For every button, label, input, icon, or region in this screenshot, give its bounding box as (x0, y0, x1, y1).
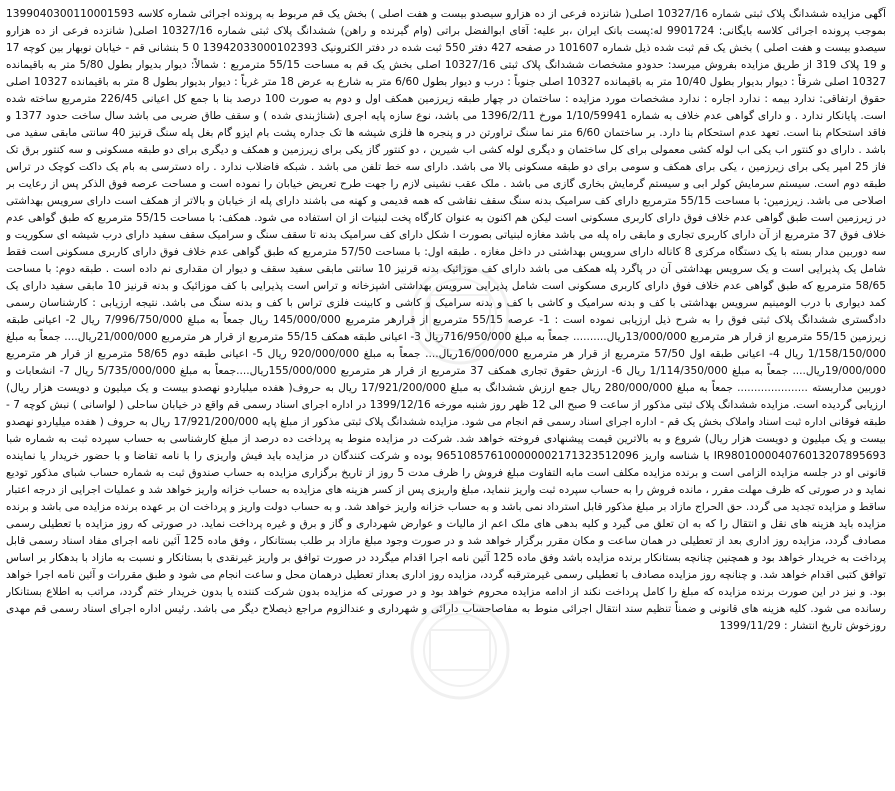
auction-notice-document (6, 6, 886, 785)
auction-notice-paragraph: آگهی مزایده ششدانگ پلاک ثبتی شماره 10327/16 اصلی( شانزده فرعی از ده هزارو سیصدو بیست و هفت اصلی ) بخش یک قم مربوط به پرونده اجرائی شماره کلاسه 1399040300110001593 بموجب پرونده اجرائی کلاسه بایگانی: 9901724 له:پست بانک ایران ،بر علیه: آقای ابوالفضل براتی (وام گیرنده و راهن) ششدانگ پلاک ثبتی شماره 10327/16 اصلی( شانزده فرعی از ده هزارو سیصدو بیست و هفت اصلی ) بخش یک قم ثبت شده ذیل شماره 101607 در صفحه 427 دفتر 550 ثبت شده در دفتر الکترونیک 13942033000102393 0 5 بنشانی قم - خیابان نوبهار بین کوچه 17 و 19 پلاک 319 از طریق مزایده بفروش میرسد: حدودو مشخصات ششدانگ پلاک ثبتی 10327/16 اصلی بخش یک قم به مساحت 55/15 مترمربع : شمالاً: دیوار بدیوار بطول 5/80 متر به باقیمانده 10327 اصلی شرقاً : دیوار بدیوار بطول 10/40 متر به باقیمانده 10327 اصلی جنوباً : درب و دیوار بطول 6/60 متر به شارع به عرض 18 متر غرباً : دیوار بدیوار بطول 8 متر به باقیمانده 10327 اصلی حقوق ارتفاقی: ندارد بیمه : ندارد اجاره : ندارد مشخصات مورد مزایده : ساختمان در چهار طبقه زیرزمین همکف اول و دوم به صورت 100 درصد بنا با جمع کل اعیانی 226/45 مترمربع ساخته شده است. پایانکار ندارد . و دارای گواهی عدم خلاف به شماره 1/10/59941 مورخ 1396/2/11 می باشد، نوع سازه پایه اجری (شناژبندی شده ) و سقف طاق ضربی می باشد سال ساخت حدود 1377 و فاقد استحکام بنا است. تعهد عدم استحکام بنا دارد. بر ساختمان 6/60 متر نما سنگ تراورتن در و پنجره ها فلزی شیشه ها تک جداره پشت بام ایزو گام بغل پله سنگ قرنیز 40 سانتی مابقی سفید می باشد . دارای دو کنتور اب یکی اب لوله کشی معمولی برای کل ساختمان و دیگری لوله کشی اب شیرین ، دو کنتور گاز یکی برای زیرزمین و همکف و دیگری برای دو طبقه مسکونی و سه کنتور برق تک فاز 25 امپر یکی برای زیرزمین ، یکی برای همکف و سومی برای دو طبقه مسکونی بالا می باشد. دارای سه خط تلفن می باشد . شبکه فاضلاب ندارد . راه دسترسی به بام یک داکت کوچک در تراس طبقه دوم است. سیستم سرمایش کولر ابی و سیستم گرمایش بخاری گازی می باشد . ملک عقب نشینی لازم را جهت طرح تعریض خیابان را نموده است و مساحت عرصه فوق الذکر پس از رعایت بر اصلاحی می باشد. زیرزمین: با مساحت 55/15 مترمربع دارای کف سرامیک بدنه سنگ سقف نقاشی که همه قدیمی و کهنه می باشند دارای پله از خیابان و بالاتر از همکف است دارای سرویس بهداشتی در زیرزمین است طبق گواهی عدم خلاف فوق دارای کاربری مسکونی است لیکن هم اکنون به عنوان کارگاه پخت لبنیات از ان استفاده می شود. همکف: با مساحت 55/15 مترمربع که طبق گواهی عدم خلاف فوق 37 مترمربع از آن دارای کاربری تجاری و مابقی راه پله می باشد مغازه لبنیاتی بصورت ا شکل دارای کف سرامیک بدنه تا سقف سنگ و سرامیک سقف سفید دارای درب شیشه ای سکوریت و سه دوربین مدار بسته با یک دستگاه مرکزی 8 کاناله دارای سرویس بهداشتی در داخل مغازه . طبقه اول: با مساحت 57/50 مترمربع که طبق گواهی عدم خلاف فوق دارای کاربری مسکونی است فقط شامل یک پذیرایی است و یک سرویس بهداشتی آن در پاگرد پله همکف می باشد دارای کف موزائیک بدنه قرنیز 10 سانتی مابقی سفید سقف و دیوار ان مقداری نم داده است . طبقه دوم: با مساحت 58/65 مترمربع که طبق گواهی عدم خلاف فوق دارای کاربری مسکونی است شامل پذیرایی سرویس بهداشتی اشپزخانه و تراس است پذیرایی با کف موزائیک و بدنه قرنیز 10 مابقی سفید دارای یک کمد دیواری با درب الومینیم سرویس بهداشتی با کف و بدنه سرامیک و کاشی با کف و بدنه سرامیک و کاشی و کابینت فلزی تراس با کف و بدنه سنگ می باشد. نتیجه ارزیابی : کارشناسان رسمی دادگستری ششدانگ پلاک ثبتی فوق را به شرح ذیل ارزیابی نموده است : 1- عرصه 55/15 مترمربع از قرارهر مترمربع 145/000/000 ریال جمعاً به مبلغ 7/996/750/000 ریال 2- اعیانی طبقه زیرزمین 55/15 مترمربع از قرار هر مترمربع 13/000/000ریال.......... جمعاً به مبلغ 716/950/000ریال 3- اعیانی طبقه همکف 55/15 مترمربع از قرار هر مترمربع 21/000/000ریال.... جمعاً به مبلغ 1/158/150/000 ریال 4- اعیانی طبقه اول 57/50 مترمربع از قرار هر مترمربع 16/000/000ریال.... جمعاً به مبلغ 920/000/000 ریال 5- اعیانی طبقه دوم 58/65 مترمربع از قرار هر مترمربع 19/000/000ریال.... جمعاً به مبلغ 1/114/350/000 ریال 6- ارزش حقوق تجاری همکف 37 مترمربع از قرار هر مترمربع 155/000/000ریال....جمعاً به مبلغ 5/735/000/000 ریال 7- انشعابات و دوربین مداربسته ..................... جمعاً به مبلغ 280/000/000 ریال جمع ارزش ششدانگ به مبلغ 17/921/200/000 ریال به حروف( هفده میلیاردو نهصدو بیست و یک میلیون و دویست هزار ریال) ارزیابی گردیده است. مزایده ششدانگ پلاک ثبتی مذکور از ساعت 9 صبح الی 12 ظهر روز شنبه مورخه 1399/12/16 در اداره اجرای اسناد رسمی قم واقع در خیابان ساحلی ( لواسانی ) نبش کوچه 7 - طبقه فوقانی اداره ثبت اسناد واملاک بخش یک قم - اداره اجرای اسناد رسمی قم انجام می شود. مزایده ششدانگ پلاک ثبتی مذکور از مبلغ پایه 17/921/200/000 ریال به حروف ( هفده میلیاردو نهصدو بیست و یک میلیون و دویست هزار ریال) شروع و به بالاترین قیمت پیشنهادی فروخته خواهد شد. شرکت در مزایده منوط به پرداخت ده درصد از مبلغ کارشناسی به حساب سپرده ثبت به شماره شبا IR980100004076013207895693 با شناسه واریز 965108576100000002171323512096 بوده و شرکت کنندگان در مزایده باید فیش واریزی را با نامه تقاضا و با حضور خریدار یا نماینده قانونی او در جلسه مزایده الزامی است و برنده مزایده مکلف است مابه التفاوت مبلغ فروش را ظرف مدت 5 روز از تاریخ برگزاری مزایده به حساب صندوق ثبت به شماره حساب شبای مذکور تودیع نماید و در صورتی که ظرف مهلت مقرر ، مانده فروش را به حساب سپرده ثبت واریز ننماید، مبلغ واریزی پس از کسر هزینه های مزایده به حساب خزانه واریز خواهد شد و عملیات اجرایی از درجه اعتبار ساقط و مزایده تجدید می گردد. حق الحراج مازاد بر مبلغ مذکور قابل استرداد نمی باشد و به حساب خزانه واریز خواهد شد. و به حساب دولت واریز و پرداخت ان بر عهده برنده مزایده می باشد و برنده مزایده باید هزینه های نقل و انتقال را که به ان تعلق می گیرد و کلیه بدهی های ملک اعم از مالیات و عوارض شهرداری و گاز و برق و غیره پرداخت نماید. در صورتی که روز مزایده با تعطیلی رسمی مصادف گردد، مزایده روز اداری بعد از تعطیلی در همان ساعت و مکان مقرر برگزار خواهد شد و در صورت وجود مبلغ مازاد بر طلب بستانکار ، وفق ماده 125 آئین نامه اجرای مفاد اسناد رسمی قابل پرداخت به خریدار خواهد بود و همچنین چنانچه بستانکار برنده مزایده باشد وفق ماده 125 آئین نامه اجرا اقدام میگردد در صورت توافق بر واریز غیرنقدی با بستانکار و نسبت به مازاد با بدهکار بر اساس توافق کتبی اقدام خواهد شد. و چنانچه روز مزایده مصادف با تعطیلی رسمی غیرمترقبه گردد، مزایده روز اداری بعداز تعطیل درهمان محل و ساعت انجام می شود و طبق مقررات و آئین نامه اجرا خواهد بود. و نیز در این صورت برنده مزایده که مبلغ را کامل پرداخت نکند از ادامه مزایده محروم خواهد بود و در صورتی که مزایده بدون شرکت کننده یا بدون خریدار ختم گردد، مراتب به اطلاع بستانکار رسانده می شود. کلیه هزینه های قانونی و ضمناً تنظیم سند انتقال اجرائی منوط به مفاصاحساب دارائی و شهرداری و عندالزوم مراجع ذیصلاح دیگر می باشد. رئیس اداره اجرای اسناد رسمی قم مهدی روزخوش تاریخ انتشار : 1399/11/29 (6, 8, 886, 632)
